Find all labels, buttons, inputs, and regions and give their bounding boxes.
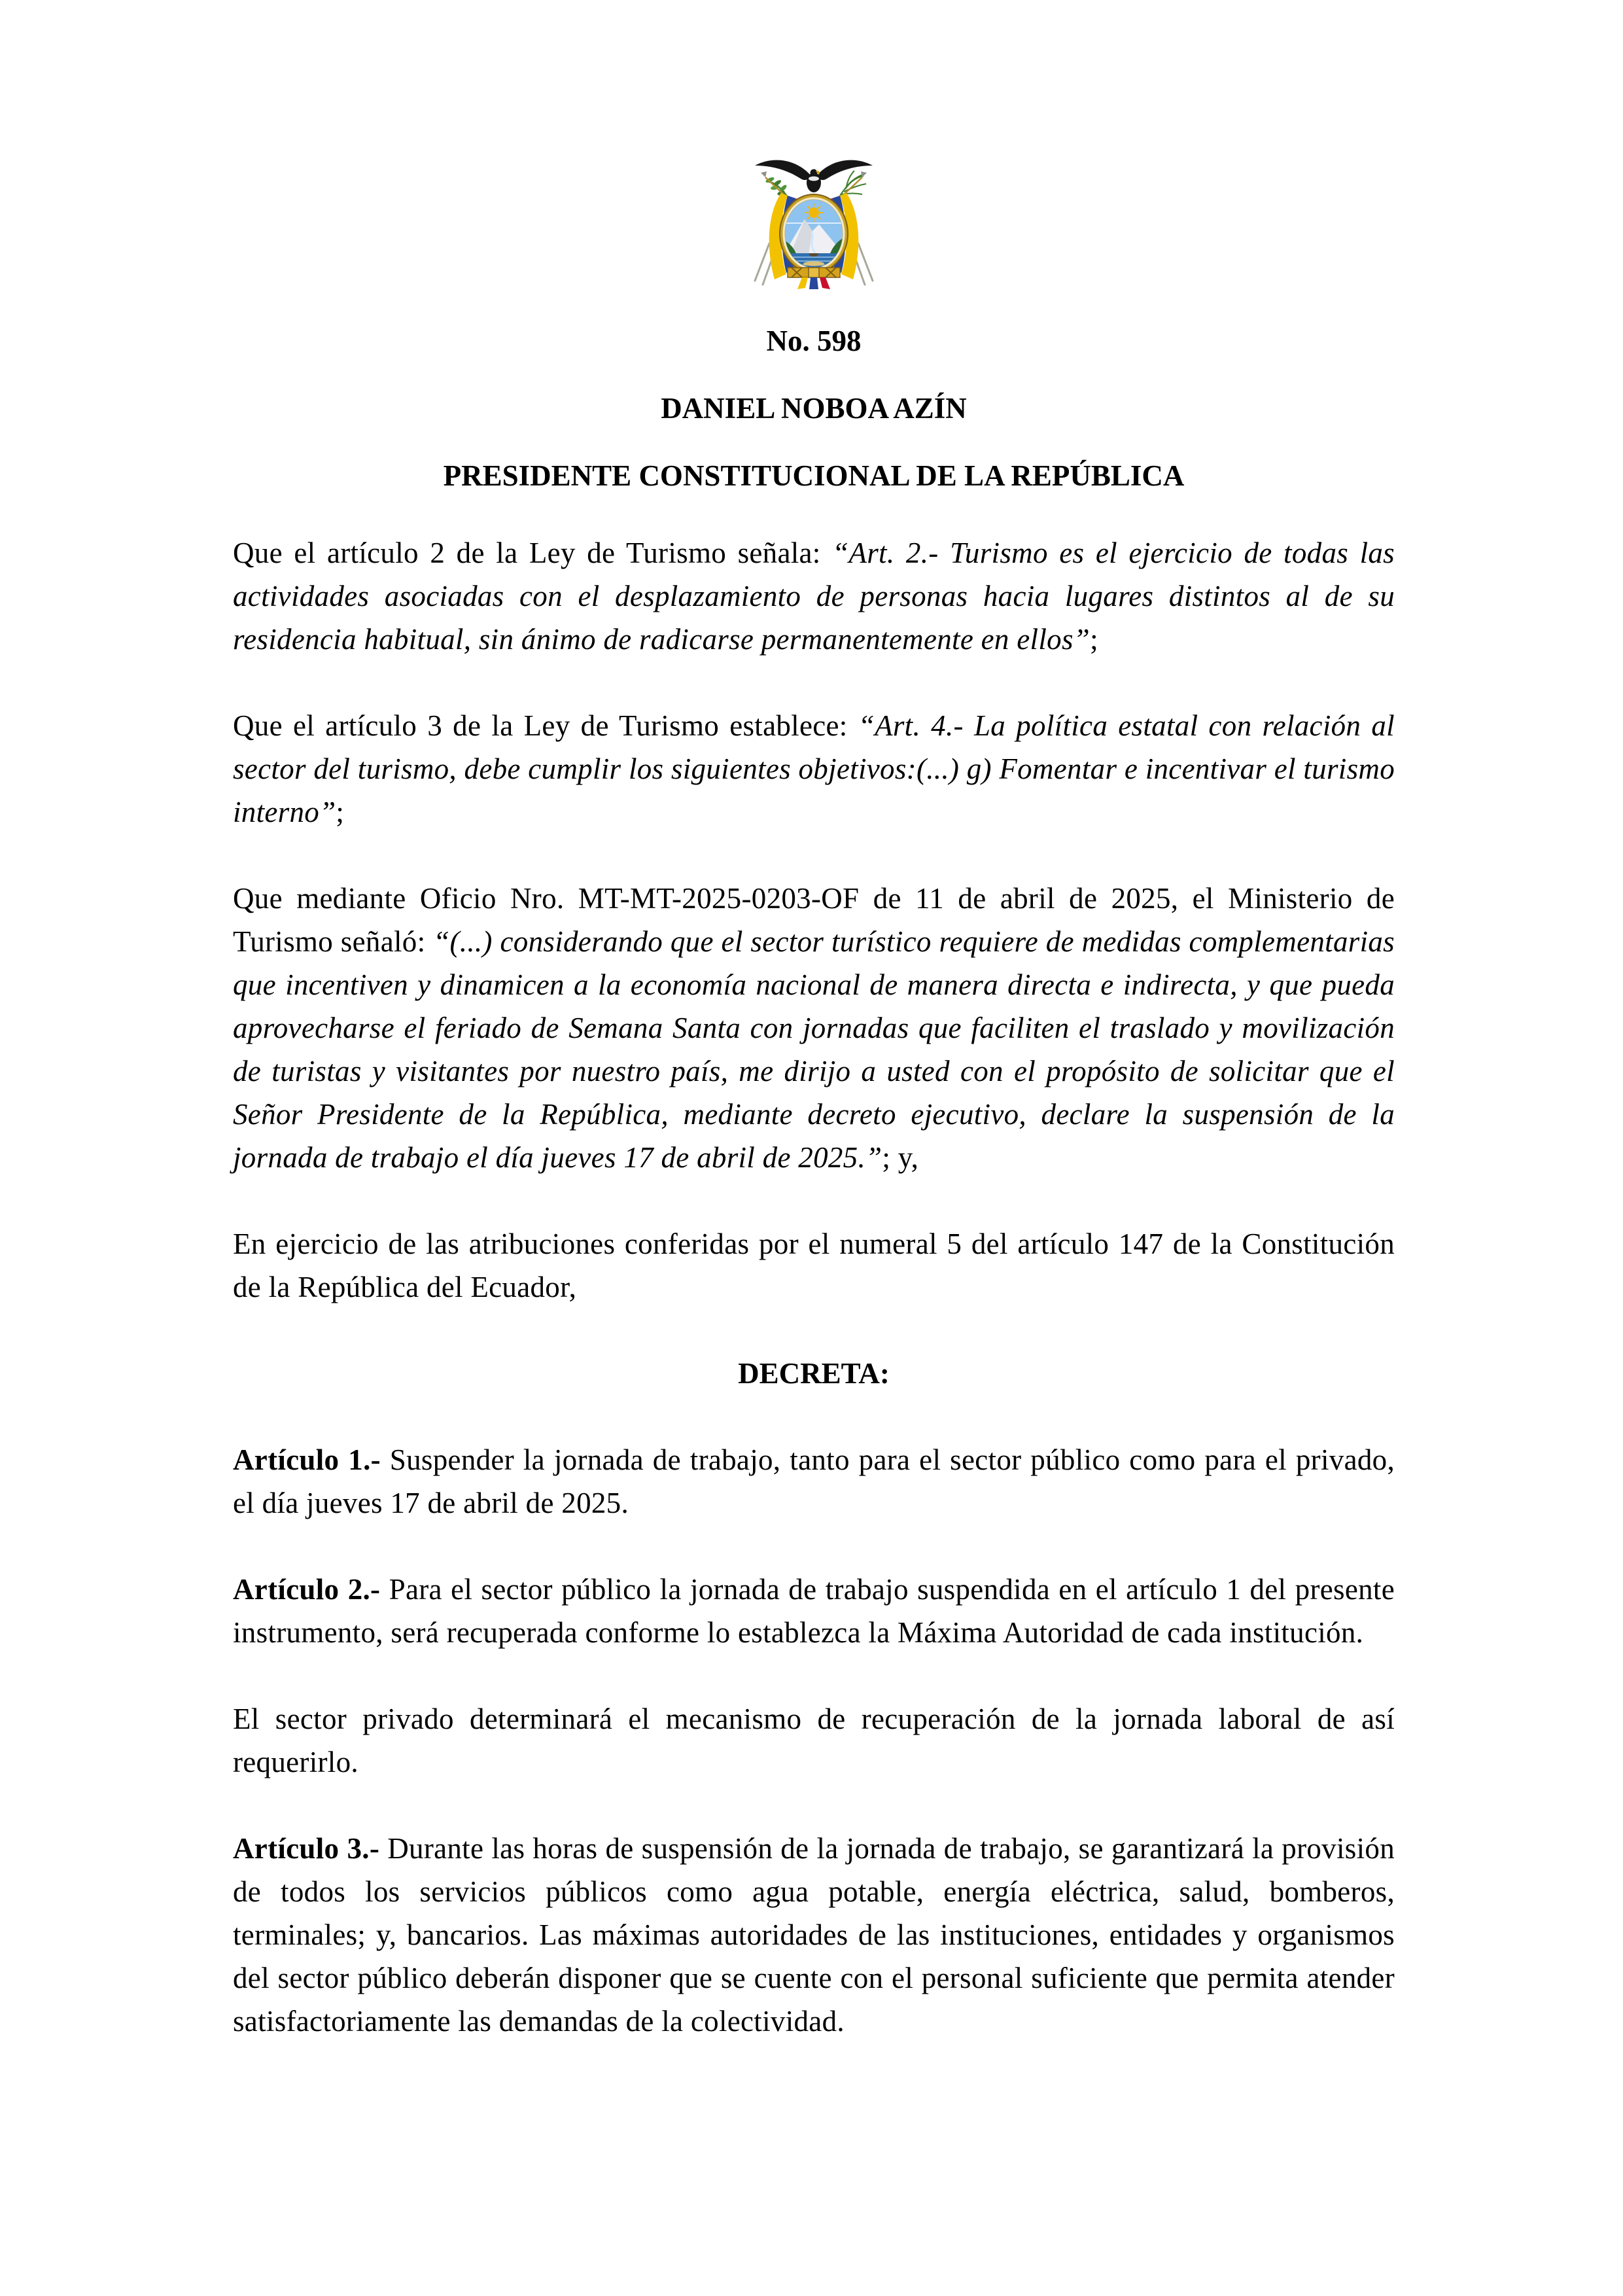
president-name: DANIEL NOBOA AZÍN — [661, 392, 967, 425]
empowerment-clause: En ejercicio de las atribuciones conferidas por el numeral 5 del artículo 147 de la Constitución de la República del Ecuador, — [233, 1227, 1395, 1303]
recital-2-close: ; — [336, 796, 345, 828]
spearhead-left-icon — [761, 171, 767, 177]
president-title: PRESIDENTE CONSTITUCIONAL DE LA REPÚBLICA — [443, 459, 1185, 492]
article-2-label: Artículo 2.- — [233, 1573, 381, 1606]
sun-icon — [805, 203, 823, 222]
article-1-label: Artículo 1.- — [233, 1443, 381, 1476]
decree-number: No. 598 — [766, 325, 862, 357]
recital-1-close: ; — [1090, 623, 1098, 656]
article-3-text: Durante las horas de suspensión de la jornada de trabajo, se garantizará la provisión de todos los servicios públicos como agua potable, energía eléctrica, salud, bomberos, terminales; y, bancarios. Las máximas autoridades de las instituciones, entidades y organismos del sector público deberán disponer que se cuente con el personal suficiente que permita atender satisfactoriamente las demandas de la colectividad. — [233, 1832, 1395, 2038]
recital-tourism-law-art3 — [233, 704, 1395, 834]
shield — [780, 194, 848, 273]
recital-3-close: ; y, — [882, 1141, 919, 1174]
recital-3-quote: “(...) considerando que el sector turístico requiere de medidas complementarias que incentiven y dinamicen a la economía nacional de manera directa e indirecta, y que pueda aprovecharse el feriado de Semana Santa con jornadas que faciliten el traslado y movilización de turistas y visitantes por nuestro país, me dirijo a usted con el propósito de solicitar que el Señor Presidente de la República, mediante decreto ejecutivo, declare la suspensión de la jornada de trabajo el día jueves 17 de abril de 2025.” — [233, 925, 1395, 1174]
ecuador-coat-of-arms-icon — [748, 155, 879, 289]
recital-3-lead: Que mediante Oficio Nro. MT-MT-2025-0203-OF de 11 de abril de 2025, el Ministerio de Turismo señaló: — [233, 882, 1395, 958]
recital-2-lead: Que el artículo 3 de la Ley de Turismo establece: — [233, 709, 858, 742]
article-3 — [233, 1827, 1395, 2043]
recital-2-quote: “Art. 4.- La política estatal con relación al sector del turismo, debe cumplir los siguientes objetivos:(...) g) Fomentar e incentivar el turismo interno” — [233, 709, 1395, 828]
coat-of-arms-svg — [748, 155, 879, 289]
recital-ministry-oficio — [233, 877, 1395, 1179]
article-2 — [233, 1568, 1395, 1654]
private-sector-text: El sector privado determinará el mecanismo de recuperación de la jornada laboral de así requerirlo. — [233, 1703, 1395, 1778]
fasces — [788, 268, 840, 277]
article-1-text: Suspender la jornada de trabajo, tanto para el sector público como para el privado, el día jueves 17 de abril de 2025. — [233, 1443, 1395, 1519]
article-1 — [233, 1438, 1395, 1525]
recital-tourism-law-art2 — [233, 531, 1395, 661]
recital-1-quote: “Art. 2.- Turismo es el ejercicio de todas las actividades asociadas con el desplazamiento de personas hacia lugares distintos al de su residencia habitual, sin ánimo de radicarse permanentemente en ellos” — [233, 537, 1395, 656]
decree-heading: DECRETA: — [738, 1357, 890, 1390]
article-2-private-sector-paragraph — [233, 1697, 1395, 1784]
ribbons — [797, 277, 830, 289]
recital-1-lead: Que el artículo 2 de la Ley de Turismo señala: — [233, 537, 833, 569]
article-2-text: Para el sector público la jornada de trabajo suspendida en el artículo 1 del presente instrumento, será recuperada conforme lo establezca la Máxima Autoridad de cada institución. — [233, 1573, 1395, 1649]
article-3-label: Artículo 3.- — [233, 1832, 380, 1865]
